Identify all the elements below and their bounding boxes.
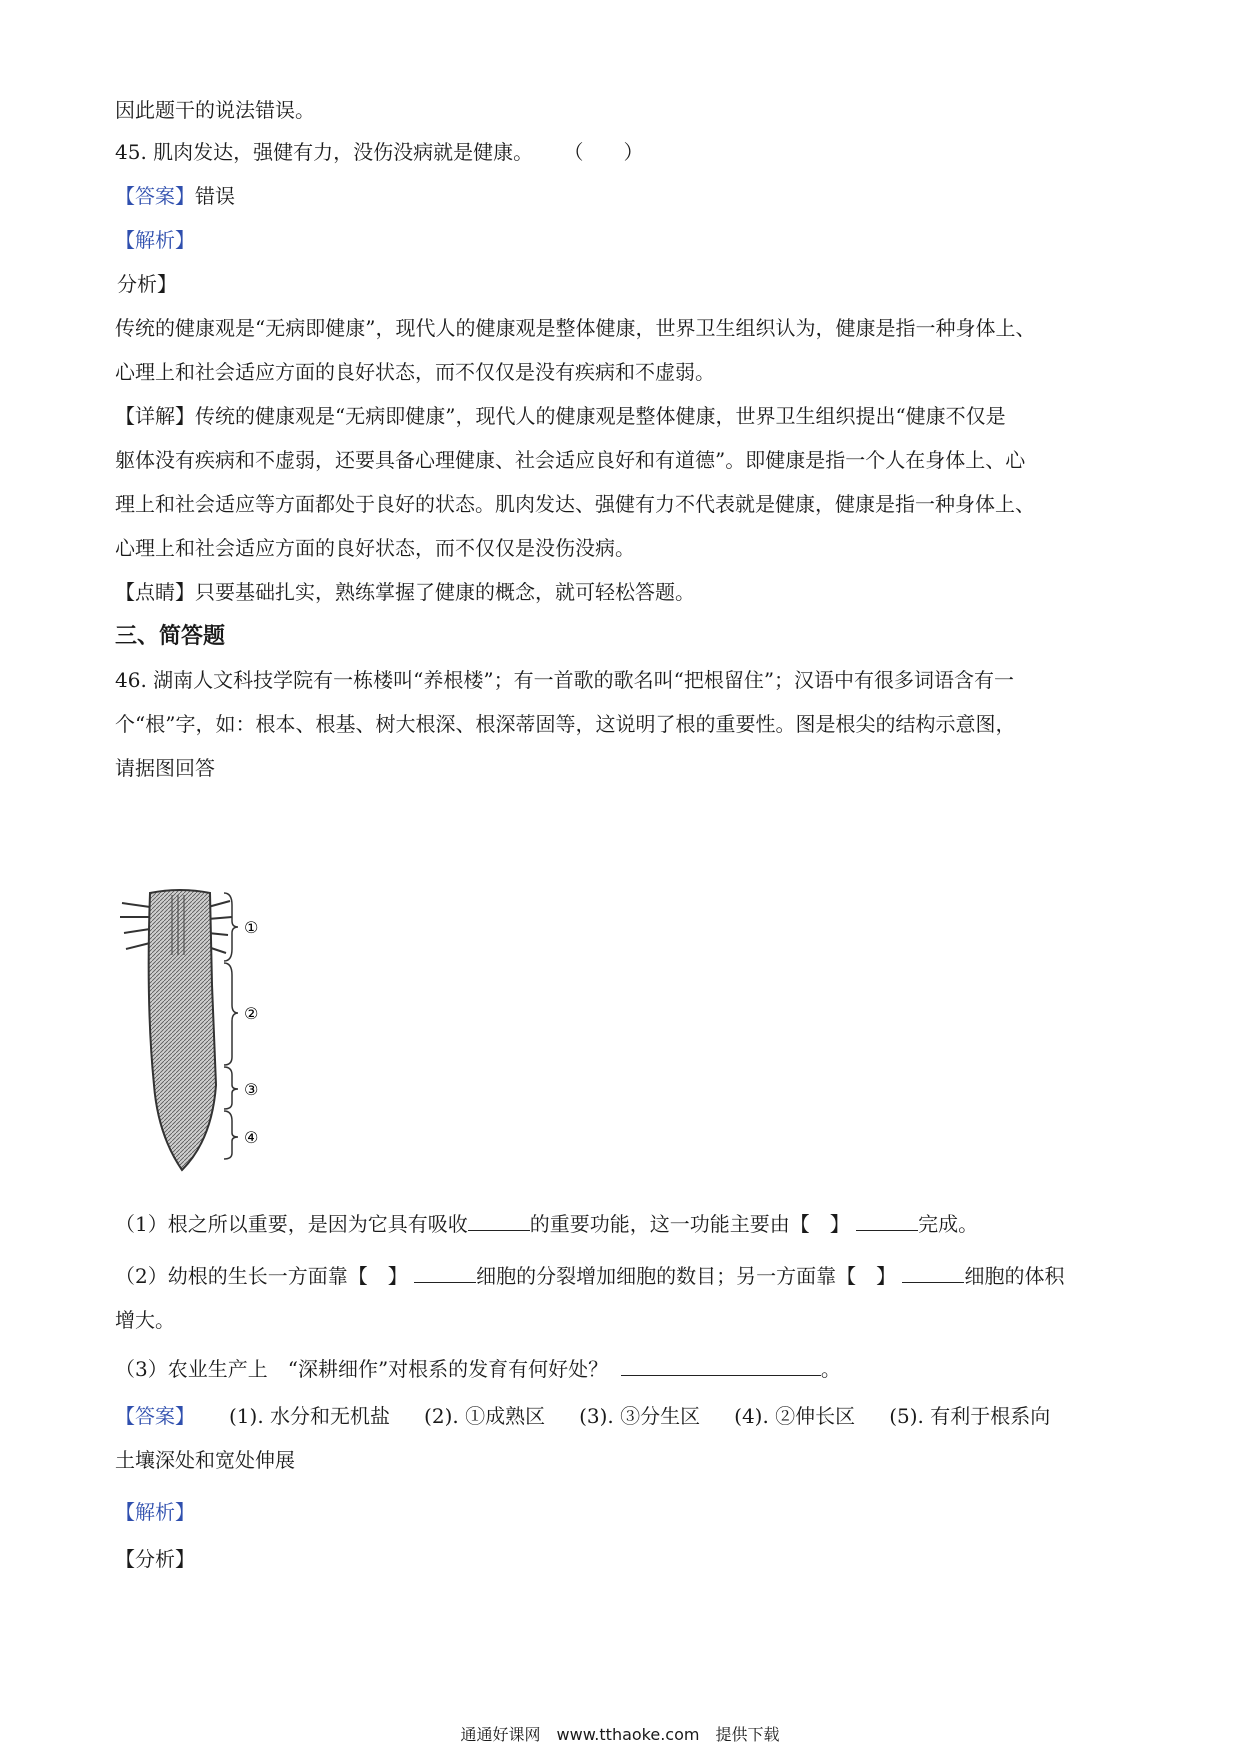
text-line: 土壤深处和宽处伸展 — [115, 1448, 295, 1472]
text-line: 理上和社会适应等方面都处于良好的状态。肌肉发达、强健有力不代表就是健康，健康是指一种身体上、 — [115, 492, 1035, 516]
detail-line — [115, 402, 1130, 430]
root-tip-diagram — [120, 885, 300, 1175]
text-line: 躯体没有疾病和不虚弱，还要具备心理健康、社会适应良好和有道德”。即健康是指一个人在身体上、心 — [115, 448, 1026, 472]
answer-item: (1). 水分和无机盐 — [229, 1404, 391, 1428]
question-45 — [115, 138, 1130, 166]
dianjing-tag: 【点睛】 — [115, 580, 195, 604]
zone-label-1: ① — [244, 918, 259, 937]
answer-parentheses: （ ） — [563, 140, 644, 164]
answer-tag: 【答案】 — [115, 184, 195, 208]
analysis-tag: 【解析】 — [115, 1500, 195, 1524]
answer-item: (5). 有利于根系向 — [889, 1404, 1051, 1428]
answer-item: (2). ①成熟区 — [424, 1404, 546, 1428]
zone-braces — [224, 893, 238, 1159]
dianjing-line — [115, 578, 1130, 606]
text-line: 传统的健康观是“无病即健康”，现代人的健康观是整体健康，世界卫生组织认为，健康是指一种身体上、 — [115, 316, 1036, 340]
answer-46-line — [115, 1402, 1130, 1430]
page-footer: 通通好课网 www.tthaoke.com 提供下载 — [460, 1725, 780, 1744]
text-line: 请据图回答 — [115, 756, 215, 780]
answer-blank[interactable] — [856, 1210, 918, 1231]
answer-item: (3). ③分生区 — [579, 1404, 701, 1428]
subquestion-text: 。 — [820, 1357, 841, 1381]
subquestion-2 — [115, 1262, 1130, 1290]
text-line: 46. 湖南人文科技学院有一栋楼叫“养根楼”；有一首歌的歌名叫“把根留住”；汉语中有很多词语含有一 — [115, 668, 1015, 692]
zone-label-3: ③ — [244, 1080, 259, 1099]
root-body — [149, 890, 216, 1170]
fenxi-line: 【分析】 — [115, 1547, 195, 1571]
fenxi-line: 分析】 — [117, 272, 177, 296]
dianjing-text: 只要基础扎实，熟练掌握了健康的概念，就可轻松答题。 — [195, 580, 695, 604]
analysis-tag: 【解析】 — [115, 228, 195, 252]
subquestion-3 — [115, 1355, 1130, 1383]
subquestion-text: 的重要功能，这一功能主要由【 】 — [529, 1212, 850, 1236]
text-line: 个“根”字，如：根本、根基、树大根深、根深蒂固等，这说明了根的重要性。图是根尖的结构示意图， — [115, 712, 1016, 736]
detail-tag: 【详解】 — [115, 404, 195, 428]
question-text: 45. 肌肉发达，强健有力，没伤没病就是健康。 — [115, 140, 534, 164]
text-line: 因此题干的说法错误。 — [115, 98, 315, 122]
answer-blank[interactable] — [902, 1262, 964, 1283]
answer-blank[interactable] — [414, 1262, 476, 1283]
text-line: 增大。 — [115, 1308, 175, 1332]
detail-text: 传统的健康观是“无病即健康”，现代人的健康观是整体健康，世界卫生组织提出“健康不仅是 — [195, 404, 1006, 428]
answer-tag: 【答案】 — [115, 1404, 195, 1428]
subquestion-text: 细胞的分裂增加细胞的数目；另一方面靠【 】 — [476, 1264, 897, 1288]
section-heading: 三、简答题 — [115, 623, 226, 649]
analysis-tag-line — [115, 226, 1130, 254]
zone-label-2: ② — [244, 1004, 259, 1023]
text-line: 心理上和社会适应方面的良好状态，而不仅仅是没伤没病。 — [115, 536, 635, 560]
zone-label-4: ④ — [244, 1128, 259, 1147]
subquestion-text: 细胞的体积 — [964, 1264, 1065, 1288]
subquestion-text: 完成。 — [918, 1212, 979, 1236]
analysis-tag-line — [115, 1498, 1130, 1526]
subquestion-text: （2）幼根的生长一方面靠【 】 — [115, 1264, 408, 1288]
answer-line — [115, 182, 1130, 210]
subquestion-1 — [115, 1210, 1130, 1238]
text-line: 心理上和社会适应方面的良好状态，而不仅仅是没有疾病和不虚弱。 — [115, 360, 715, 384]
answer-value: 错误 — [195, 184, 235, 208]
answer-blank[interactable] — [621, 1355, 821, 1376]
subquestion-text: （3）农业生产上 “深耕细作”对根系的发育有何好处？ — [115, 1357, 609, 1381]
subquestion-text: （1）根之所以重要，是因为它具有吸收 — [115, 1212, 468, 1236]
answer-item: (4). ②伸长区 — [734, 1404, 856, 1428]
answer-blank[interactable] — [468, 1210, 530, 1231]
